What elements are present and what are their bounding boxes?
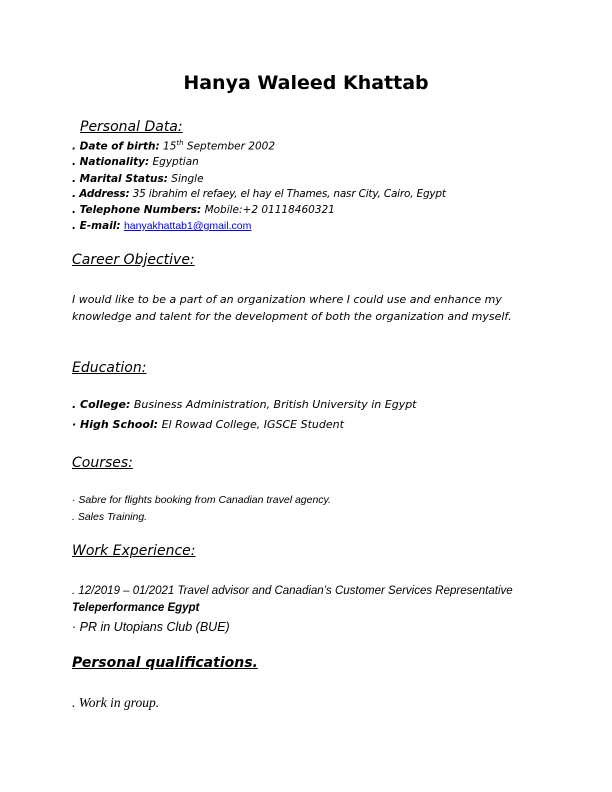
college-value: Business Administration, British University in Egypt xyxy=(133,398,417,411)
dob-rest: September 2002 xyxy=(186,140,276,153)
nationality-value: Egyptian xyxy=(152,156,199,168)
course-item: · Sabre for flights booking from Canadian travel agency. xyxy=(72,494,331,506)
high-school-label: · High School: xyxy=(72,418,159,431)
address-value: 35 ibrahim el refaey, el hay el Thames, nasr City, Cairo, Egypt xyxy=(132,188,446,200)
career-objective-line-1: I would like to be a part of an organization where I could use and enhance my xyxy=(72,293,502,306)
personal-qualifications-heading: Personal qualifications. xyxy=(72,655,258,671)
email-line xyxy=(72,220,251,232)
education-heading: Education: xyxy=(72,360,147,376)
address-label: . Address: xyxy=(72,188,130,200)
courses-heading: Courses: xyxy=(72,455,133,471)
college-label: . College: xyxy=(72,398,131,411)
date-of-birth-line xyxy=(72,139,275,153)
work-line-3: · PR in Utopians Club (BUE) xyxy=(72,620,230,634)
career-objective-heading: Career Objective: xyxy=(72,252,195,268)
high-school-value: El Rowad College, IGSCE Student xyxy=(161,418,344,431)
marital-value: Single xyxy=(171,173,204,185)
telephone-line xyxy=(72,204,335,216)
work-company: Teleperformance Egypt xyxy=(72,602,200,614)
dob-label: . Date of birth: xyxy=(72,140,160,153)
dob-suffix: th xyxy=(176,139,184,147)
work-experience-heading: Work Experience: xyxy=(72,543,196,559)
resume-name: Hanya Waleed Khattab xyxy=(183,72,429,94)
nationality-label: . Nationality: xyxy=(72,156,150,168)
college-line xyxy=(72,398,417,411)
email-label: . E-mail: xyxy=(72,220,121,232)
marital-label: . Marital Status: xyxy=(72,173,168,185)
qualification-item: . Work in group. xyxy=(72,695,160,710)
telephone-value: Mobile:+2 01118460321 xyxy=(204,204,335,216)
address-line xyxy=(72,188,446,200)
high-school-line xyxy=(72,418,344,431)
career-objective-line-2: knowledge and talent for the development of both the organization and myself. xyxy=(72,310,512,323)
work-line-1: . 12/2019 – 01/2021 Travel advisor and Canadian’s Customer Services Representative xyxy=(72,585,513,597)
course-item: . Sales Training. xyxy=(72,511,148,523)
telephone-label: . Telephone Numbers: xyxy=(72,204,202,216)
nationality-line xyxy=(72,156,199,168)
marital-status-line xyxy=(72,173,204,185)
personal-data-heading: Personal Data: xyxy=(80,119,183,135)
email-link[interactable]: hanyakhattab1@gmail.com xyxy=(123,220,252,232)
dob-day: 15 xyxy=(163,140,177,153)
